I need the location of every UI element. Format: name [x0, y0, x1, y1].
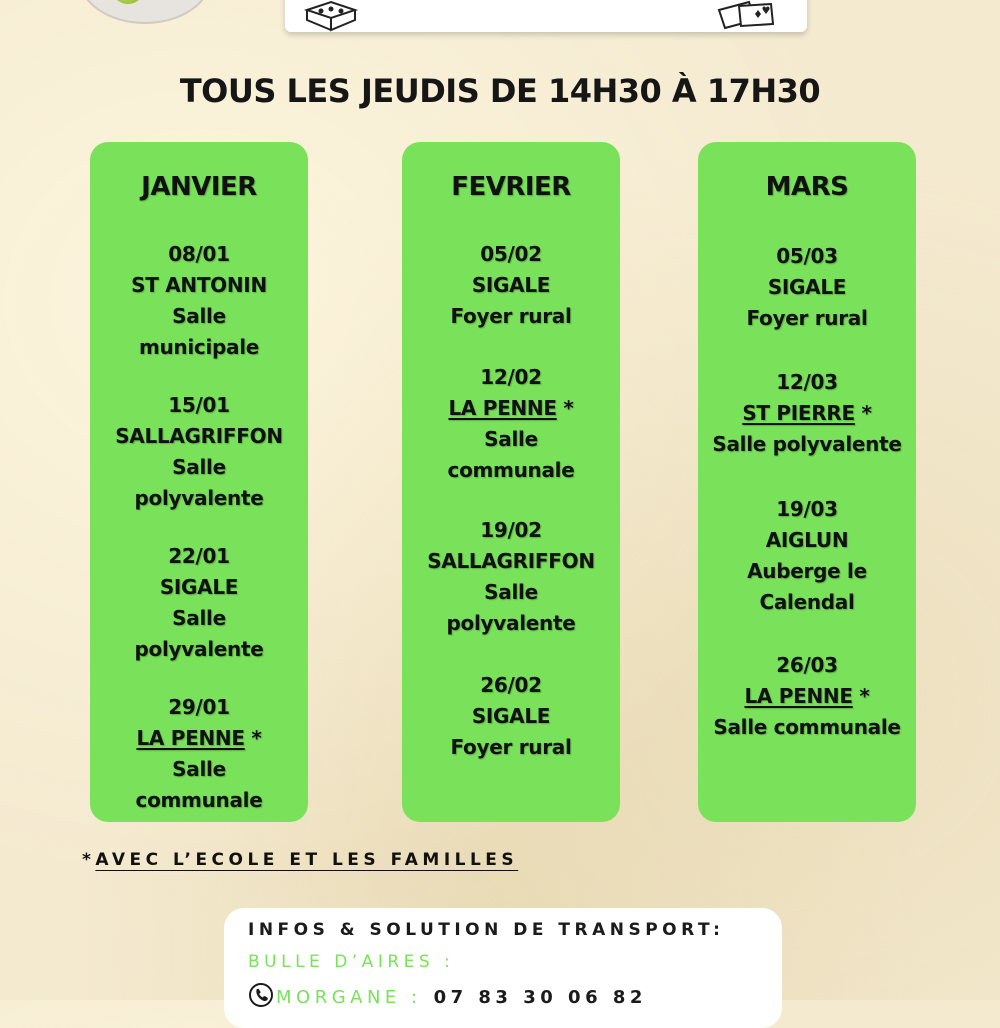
contact-name: MORGANE : [276, 987, 422, 1008]
entry-venue-line2: municipale [138, 335, 260, 359]
entry-star: * [854, 401, 872, 425]
entry-place-name: SIGALE [471, 273, 551, 297]
entry-date: 12/03 [776, 370, 838, 394]
list-item [90, 541, 308, 665]
entry-venue-line1: Foyer rural [746, 306, 868, 330]
entry-place-name: SIGALE [159, 575, 239, 599]
entry-venue-line2: polyvalente [134, 486, 264, 510]
entry-venue-line1: Salle [172, 304, 226, 328]
footnote-star: * [82, 850, 96, 870]
entry-star: * [852, 684, 870, 708]
info-box [224, 908, 782, 1028]
list-item [698, 241, 916, 334]
list-item [698, 367, 916, 460]
entry-venue-line2: polyvalente [446, 611, 576, 635]
dice-icon [297, 0, 367, 32]
footnote-text: AVEC L’ECOLE ET LES FAMILLES [95, 850, 519, 870]
month-title: FEVRIER [451, 172, 571, 202]
entry-place [90, 572, 308, 603]
entry-place-name: LA PENNE [744, 684, 853, 708]
entry-star: * [556, 396, 574, 420]
list-item [90, 692, 308, 816]
list-item [402, 362, 620, 486]
entry-place-name: SALLAGRIFFON [427, 549, 595, 573]
top-banner [285, 0, 807, 32]
entry-place [698, 398, 916, 429]
list-item [402, 670, 620, 763]
list-item [698, 650, 916, 743]
entry-place-name: SIGALE [471, 704, 551, 728]
entry-venue-line1: Salle [172, 606, 226, 630]
logo [78, 0, 212, 24]
entry-date: 19/02 [480, 518, 542, 542]
schedule-headline: TOUS LES JEUDIS DE 14H30 À 17H30 [179, 72, 821, 110]
list-item [90, 239, 308, 363]
entry-venue-line2: communale [135, 788, 263, 812]
entry-place [402, 393, 620, 424]
entry-place-name: LA PENNE [136, 726, 245, 750]
entry-venue-line1: Salle [484, 580, 538, 604]
entry-date: 26/03 [776, 653, 838, 677]
entry-place [402, 546, 620, 577]
entry-venue-line1: Foyer rural [450, 304, 572, 328]
phone-icon [248, 982, 274, 1008]
month-title: MARS [765, 172, 849, 202]
entry-place-name: AIGLUN [765, 528, 849, 552]
entry-place-name: ST ANTONIN [131, 273, 267, 297]
info-contact [248, 982, 647, 1008]
entry-place-name: ST PIERRE [742, 401, 855, 425]
entry-place-name: LA PENNE [448, 396, 557, 420]
month-card-mars [698, 142, 916, 822]
entry-date: 05/03 [776, 244, 838, 268]
entry-venue-line1: Salle [484, 427, 538, 451]
month-card-janvier [90, 142, 308, 822]
entry-date: 29/01 [168, 695, 230, 719]
info-organization: BULLE D’AIRES : [248, 952, 455, 972]
entry-place [698, 525, 916, 556]
list-item [402, 239, 620, 332]
entry-place [402, 270, 620, 301]
list-item [90, 390, 308, 514]
entry-date: 22/01 [168, 544, 230, 568]
entry-date: 12/02 [480, 365, 542, 389]
list-item [698, 494, 916, 618]
month-title: JANVIER [141, 172, 257, 202]
entry-date: 08/01 [168, 242, 230, 266]
entry-venue-line1: Salle [172, 757, 226, 781]
entry-venue-line1: Foyer rural [450, 735, 572, 759]
entry-date: 15/01 [168, 393, 230, 417]
footnote [82, 850, 518, 870]
list-item [402, 515, 620, 639]
entry-place [698, 272, 916, 303]
entry-venue-line1: Salle [172, 455, 226, 479]
entry-place [402, 701, 620, 732]
entry-venue-line2: polyvalente [134, 637, 264, 661]
entry-place-name: SALLAGRIFFON [115, 424, 283, 448]
entry-place [90, 723, 308, 754]
month-card-fevrier [402, 142, 620, 822]
playing-cards-icon [705, 0, 795, 32]
entry-venue-line1: Auberge le [747, 559, 867, 583]
entry-place [698, 681, 916, 712]
entry-venue-line1: Salle communale [713, 715, 901, 739]
info-title: INFOS & SOLUTION DE TRANSPORT: [248, 920, 725, 940]
entry-star: * [244, 726, 262, 750]
entry-place [90, 270, 308, 301]
entry-place [90, 421, 308, 452]
entry-date: 19/03 [776, 497, 838, 521]
entry-venue-line2: Calendal [759, 590, 855, 614]
entry-date: 05/02 [480, 242, 542, 266]
entry-place-name: SIGALE [767, 275, 847, 299]
entry-venue-line1: Salle polyvalente [712, 432, 902, 456]
phone-number[interactable]: 07 83 30 06 82 [433, 987, 647, 1008]
entry-date: 26/02 [480, 673, 542, 697]
logo-ball-icon [112, 0, 144, 4]
entry-venue-line2: communale [447, 458, 575, 482]
